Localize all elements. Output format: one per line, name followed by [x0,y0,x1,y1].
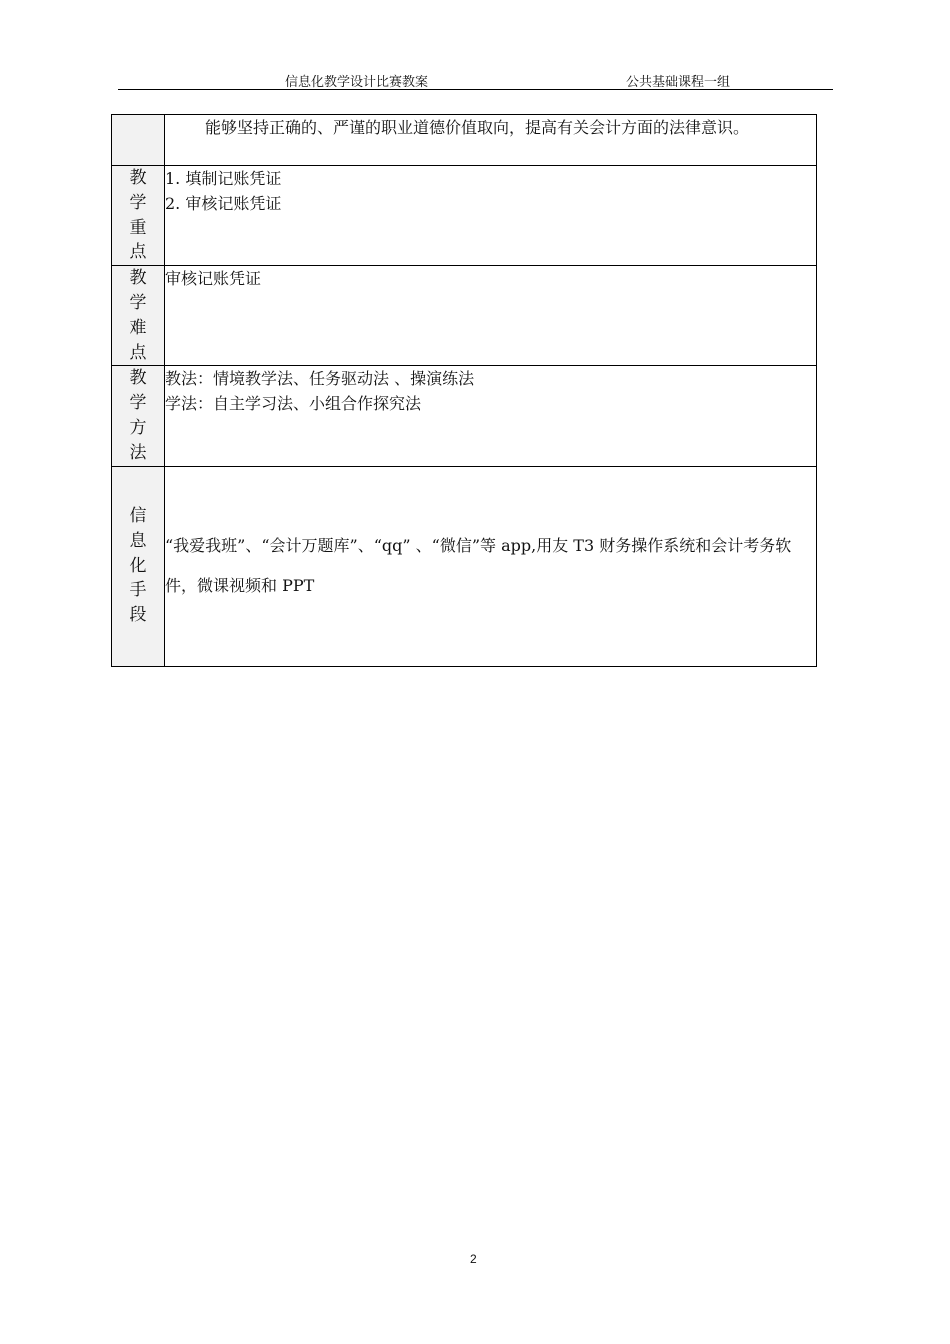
label-char: 法 [129,442,147,463]
label-char: 点 [129,342,147,363]
page-number: 2 [470,1252,477,1266]
label-char: 点 [129,242,147,263]
label-char: 教 [129,168,147,188]
table-row [112,366,817,466]
row-label-empty [112,115,165,166]
label-char: 难 [129,317,147,338]
header-title: 信息化教学设计比赛教案 [285,75,429,90]
label-char: 息 [129,530,147,551]
label-char: 段 [129,605,147,626]
lesson-plan-table [111,114,817,667]
list-item: 1. 填制记账凭证 [165,169,282,188]
label-char: 手 [129,580,147,601]
ethics-goal-cell [165,115,817,166]
key-points-cell [165,166,817,266]
label-char: 学 [129,292,147,313]
difficulties-text: 审核记账凭证 [165,269,262,289]
teaching-method-text: 教法：情境教学法、任务驱动法 、操演练法 [165,369,475,389]
row-label-difficulties [112,266,165,366]
ethics-goal-text: 能够坚持正确的、严谨的职业道德价值取向，提高有关会计方面的法律意识。 [205,118,750,137]
label-char: 重 [129,217,147,238]
page-header [118,70,833,90]
table-row [112,115,817,166]
info-means-text: “我爱我班”、“会计万题库”、“qq” 、“微信”等 app,用友 T3 财务操作系统和会计考务软件，微课视频和 PPT [165,536,792,596]
label-char: 教 [129,368,147,389]
label-char: 学 [129,393,147,414]
row-label-key-points [112,166,165,266]
list-item: 2. 审核记账凭证 [165,194,282,213]
methods-cell [165,366,817,466]
row-label-methods [112,366,165,466]
label-char: 方 [129,417,147,438]
table-row [112,466,817,666]
label-char: 化 [129,555,147,576]
difficulties-cell [165,266,817,366]
learning-method-text: 学法：自主学习法、小组合作探究法 [165,394,422,414]
row-label-info-means [112,466,165,666]
table-row [112,166,817,266]
label-char: 教 [129,268,147,289]
table-row [112,266,817,366]
label-char: 信 [129,506,147,527]
header-group: 公共基础课程一组 [626,75,731,90]
label-char: 学 [129,192,147,213]
info-means-cell [165,466,817,666]
